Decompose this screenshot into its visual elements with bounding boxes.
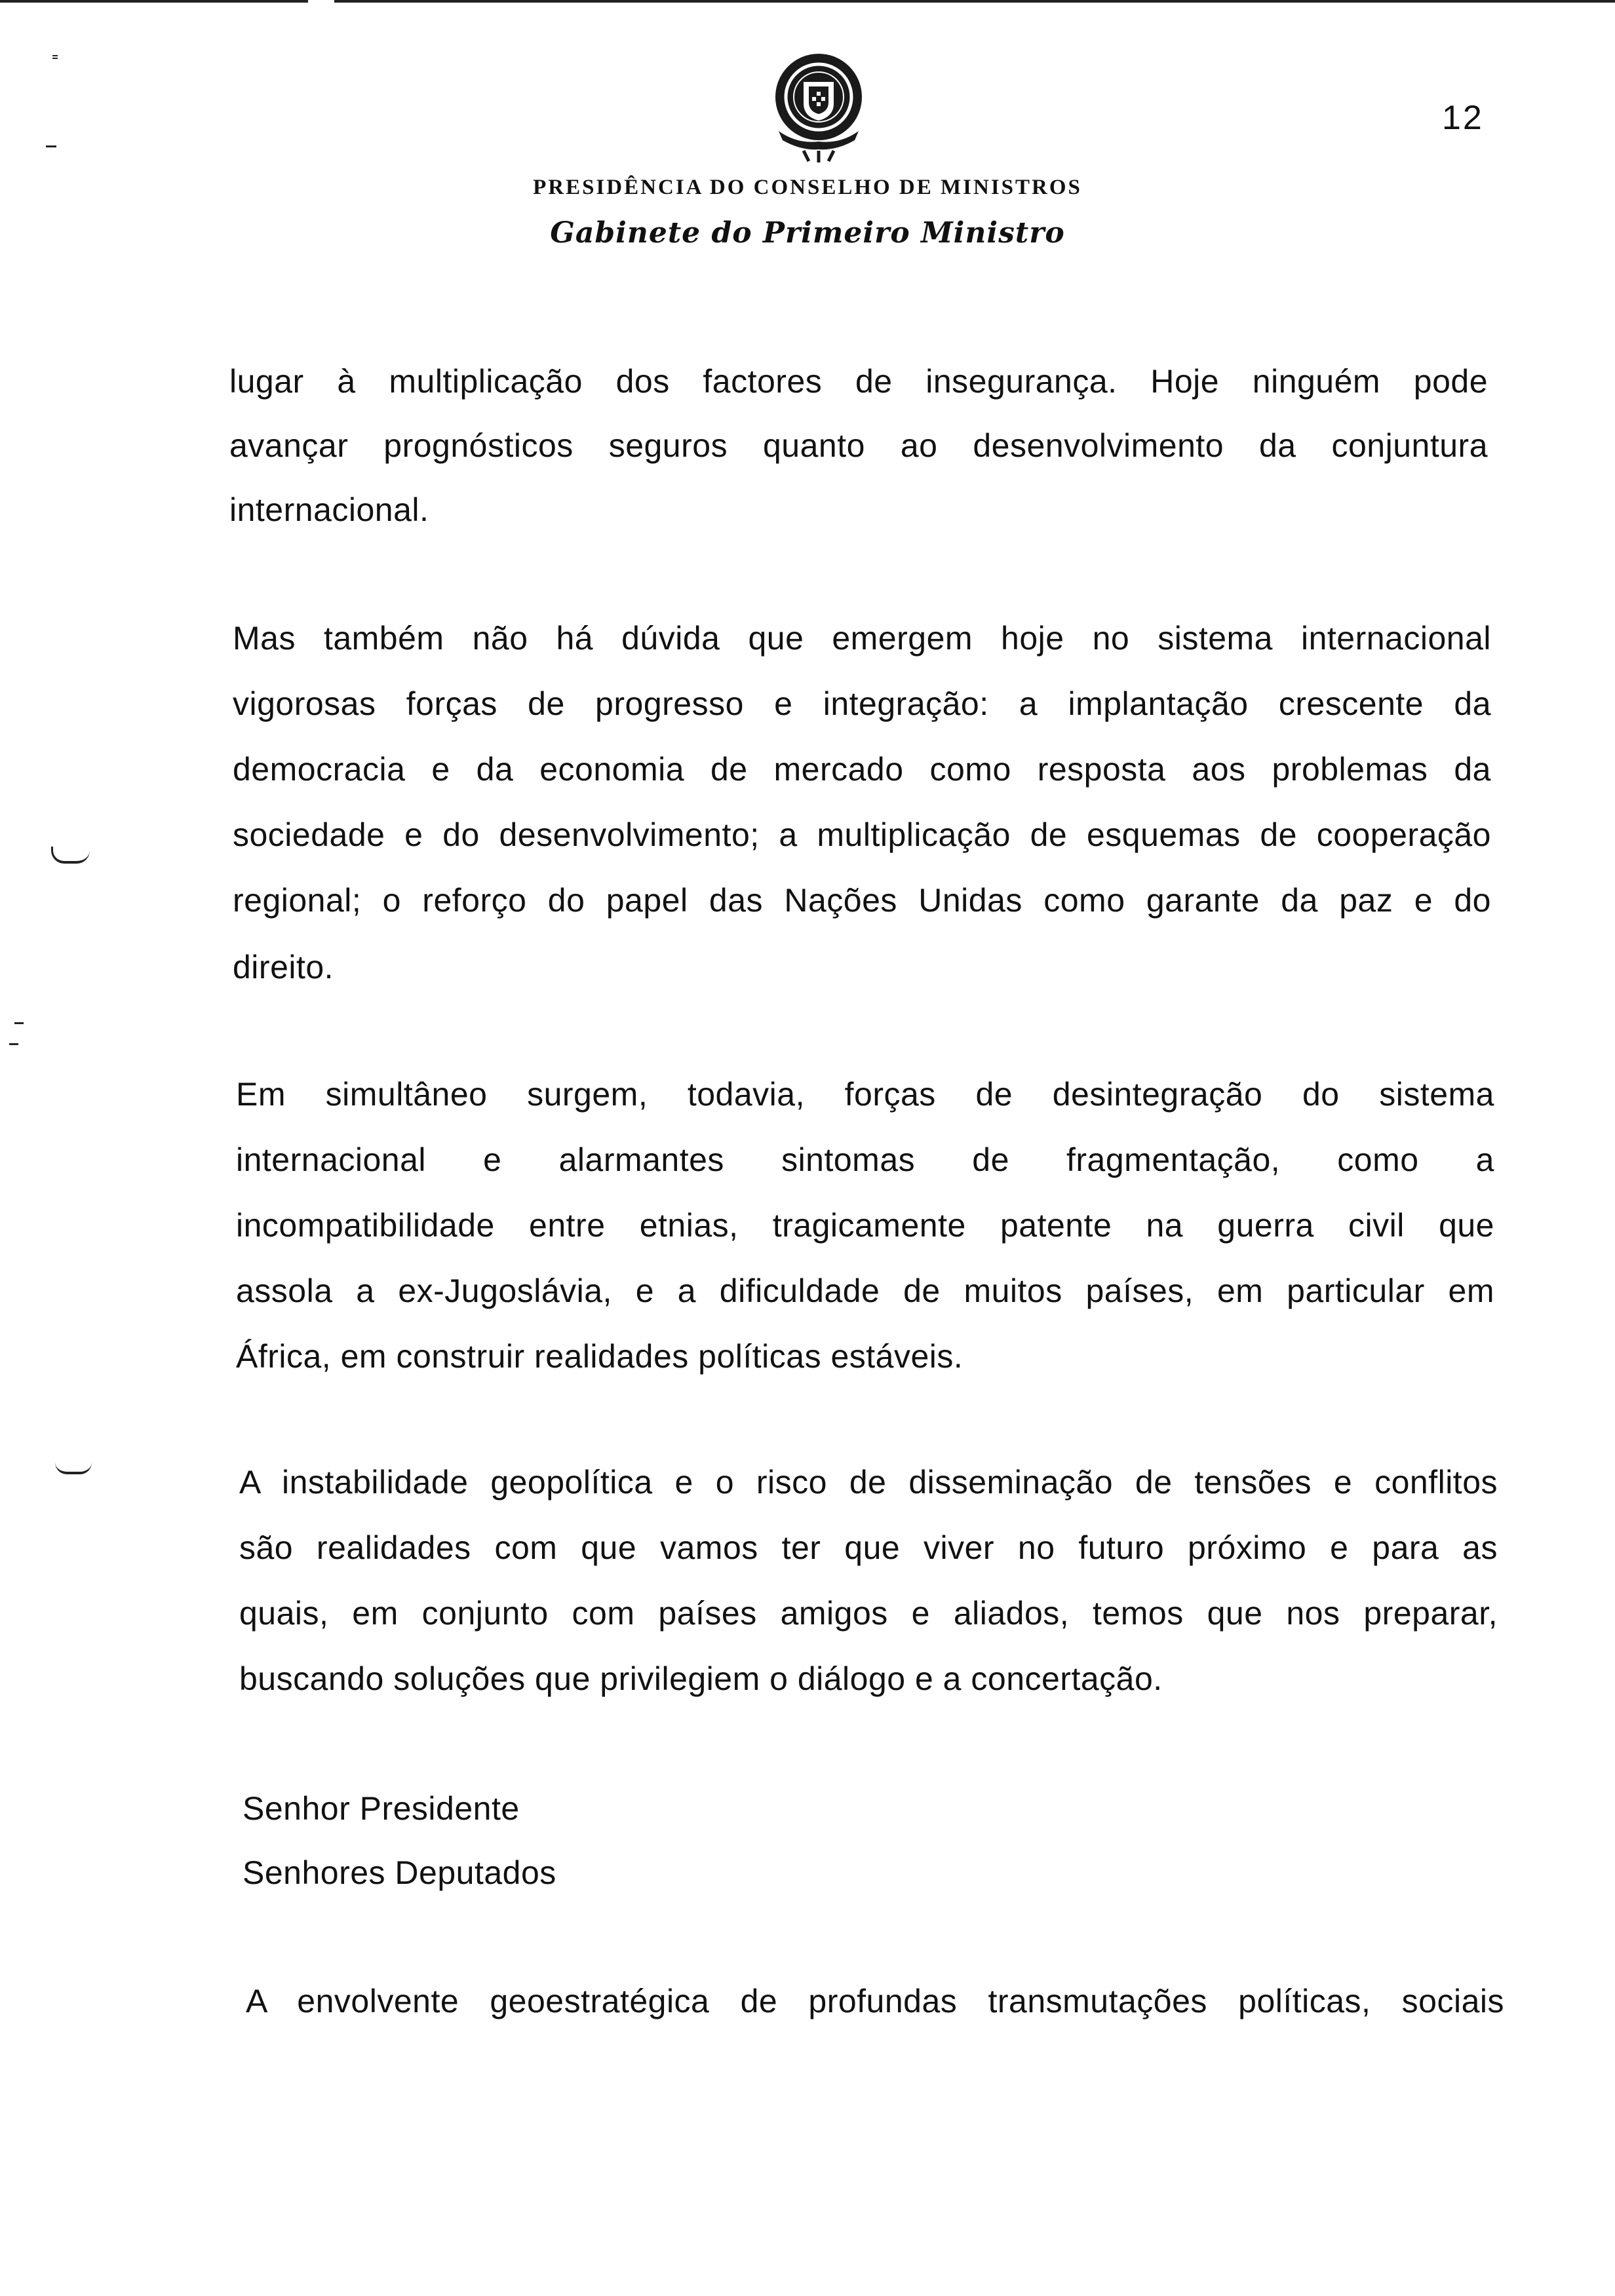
text-line: lugar à multiplicação dos factores de insegurança. Hoje ninguém pode — [229, 363, 1488, 400]
text-line: regional; o reforço do papel das Nações Unidas como garante da paz e do — [233, 882, 1491, 919]
text-line: incompatibilidade entre etnias, tragicamente patente na guerra civil que — [236, 1207, 1494, 1244]
margin-mark — [14, 1022, 24, 1025]
text-line: internacional e alarmantes sintomas de fragmentação, como a — [236, 1141, 1494, 1178]
coat-of-arms-icon — [771, 46, 866, 164]
margin-mark — [9, 1043, 18, 1046]
margin-mark — [52, 55, 58, 59]
top-edge-rule-gap — [308, 0, 334, 3]
text-line: assola a ex-Jugoslávia, e a dificuldade de muitos países, em particular em — [236, 1272, 1494, 1309]
text-line: vigorosas forças de progresso e integração: a implantação crescente da — [233, 685, 1491, 722]
text-line: Mas também não há dúvida que emergem hoje no sistema internacional — [233, 620, 1491, 657]
text-line: África, em construir realidades políticas estáveis. — [236, 1338, 963, 1375]
text-line: buscando soluções que privilegiem o diálogo e a concertação. — [239, 1660, 1163, 1697]
text-line: Em simultâneo surgem, todavia, forças de desintegração do sistema — [236, 1076, 1494, 1113]
salutation-line: Senhores Deputados — [243, 1854, 556, 1891]
text-line: A instabilidade geopolítica e o risco de disseminação de tensões e conflitos — [239, 1464, 1498, 1501]
text-line: democracia e da economia de mercado como resposta aos problemas da — [233, 751, 1491, 788]
text-line: quais, em conjunto com países amigos e aliados, temos que nos preparar, — [239, 1595, 1498, 1632]
margin-mark — [46, 145, 56, 150]
office-name: Gabinete do Primeiro Ministro — [550, 216, 1065, 250]
text-line: avançar prognósticos seguros quanto ao desenvolvimento da conjuntura — [229, 427, 1488, 464]
hole-punch-mark — [55, 1463, 92, 1474]
text-line: internacional. — [229, 491, 429, 528]
text-line: sociedade e do desenvolvimento; a multiplicação de esquemas de cooperação — [233, 816, 1491, 853]
text-line: são realidades com que vamos ter que viver no futuro próximo e para as — [239, 1529, 1498, 1566]
hole-punch-mark — [51, 847, 90, 864]
text-line: A envolvente geoestratégica de profundas transmutações políticas, sociais — [246, 1983, 1504, 2019]
institution-name: PRESIDÊNCIA DO CONSELHO DE MINISTROS — [533, 176, 1082, 199]
salutation-line: Senhor Presidente — [243, 1790, 520, 1827]
text-line: direito. — [233, 949, 334, 985]
top-edge-rule — [0, 0, 1615, 3]
page-number: 12 — [1442, 99, 1484, 137]
